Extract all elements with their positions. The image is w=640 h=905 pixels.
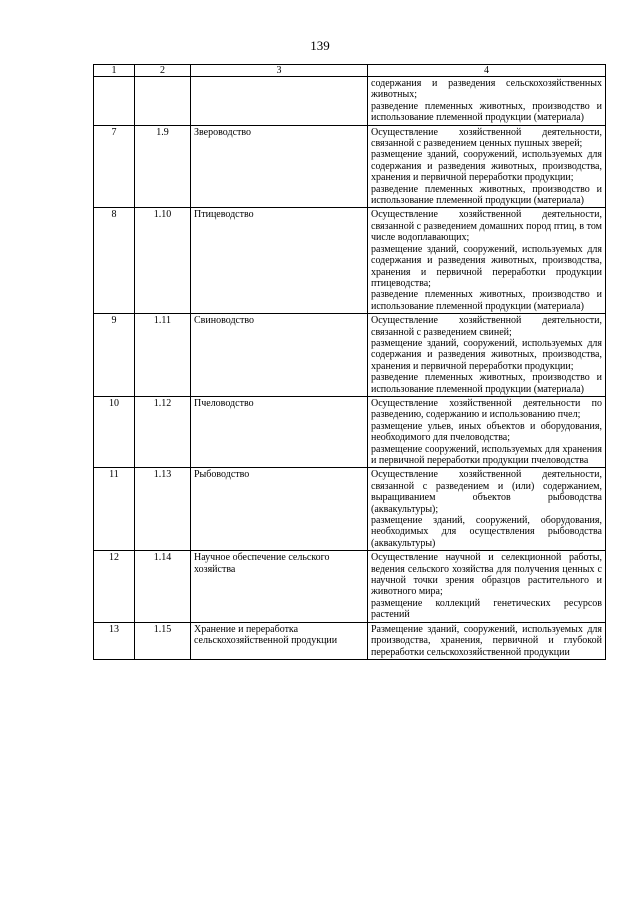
header-col-4: 4 (368, 65, 606, 77)
header-col-3: 3 (191, 65, 368, 77)
activity-code: 1.13 (135, 468, 191, 551)
activity-description (368, 622, 606, 659)
row-number: 13 (94, 622, 135, 659)
table-row (94, 622, 606, 659)
header-col-2: 2 (135, 65, 191, 77)
description-paragraph: размещение сооружений, используемых для хранения и первичной переработки продукции пчеловодства (371, 443, 602, 466)
description-paragraph: Осуществление хозяйственной деятельности, связанной с разведением и (или) содержанием, выращиванием объектов рыбоводства (аквакультуры); (371, 469, 602, 515)
activity-description (368, 77, 606, 126)
description-paragraph: размещение коллекций генетических ресурсов растений (371, 597, 602, 621)
row-number: 11 (94, 468, 135, 551)
activity-description (368, 125, 606, 208)
activity-description (368, 468, 606, 551)
table-header-row (94, 65, 606, 77)
description-paragraph: разведение племенных животных, производство и использование племенной продукции (материала) (371, 100, 602, 124)
activity-code: 1.12 (135, 396, 191, 467)
activity-code: 1.11 (135, 314, 191, 397)
description-paragraph: Осуществление хозяйственной деятельности, связанной с разведением домашних пород птиц, в том числе водоплавающих; (371, 209, 602, 244)
description-paragraph: разведение племенных животных, производство и использование племенной продукции (материала) (371, 289, 602, 312)
description-paragraph: размещение зданий, сооружений, используемых для содержания и разведения животных, производства, хранения и первичной переработки продукции; (371, 337, 602, 372)
description-paragraph: разведение племенных животных, производство и использование племенной продукции (материала) (371, 372, 602, 395)
activity-description (368, 208, 606, 314)
row-number: 12 (94, 551, 135, 622)
description-paragraph: размещение зданий, сооружений, используемых для содержания и разведения животных, производства, хранения и первичной переработки продукции птицеводства; (371, 243, 602, 289)
description-paragraph: Осуществление хозяйственной деятельности, связанной с разведением свиней; (371, 315, 602, 338)
table-row (94, 468, 606, 551)
activity-description (368, 314, 606, 397)
description-paragraph: содержания и разведения сельскохозяйственных животных; (371, 78, 602, 101)
description-paragraph: размещение зданий, сооружений, используемых для содержания и разведения животных, производства, хранения и первичной переработки продукции; (371, 149, 602, 184)
activity-code: 1.15 (135, 622, 191, 659)
row-number: 10 (94, 396, 135, 467)
activity-name: Звероводство (191, 125, 368, 208)
row-number (94, 77, 135, 126)
row-number: 7 (94, 125, 135, 208)
activity-name (191, 77, 368, 126)
activity-description (368, 396, 606, 467)
description-paragraph: размещение зданий, сооружений, оборудования, необходимых для осуществления рыбоводства (аквакультуры) (371, 515, 602, 549)
activity-code: 1.10 (135, 208, 191, 314)
activity-name: Свиноводство (191, 314, 368, 397)
activity-code: 1.14 (135, 551, 191, 622)
activity-code (135, 77, 191, 126)
row-number: 9 (94, 314, 135, 397)
row-number: 8 (94, 208, 135, 314)
description-paragraph: разведение племенных животных, производство и использование племенной продукции (материала) (371, 183, 602, 207)
activity-description (368, 551, 606, 622)
table-row (94, 396, 606, 467)
description-paragraph: Осуществление хозяйственной деятельности, связанной с разведением ценных пушных зверей; (371, 126, 602, 150)
table-row (94, 551, 606, 622)
page-number: 139 (310, 38, 330, 53)
table-row (94, 208, 606, 314)
description-paragraph: размещение ульев, иных объектов и оборудования, необходимого для пчеловодства; (371, 420, 602, 444)
activity-name: Хранение и переработка сельскохозяйственной продукции (191, 622, 368, 659)
activity-name: Научное обеспечение сельского хозяйства (191, 551, 368, 622)
land-use-table (93, 64, 606, 660)
activity-name: Птицеводство (191, 208, 368, 314)
table-row (94, 77, 606, 126)
table-row (94, 314, 606, 397)
description-paragraph: Осуществление научной и селекционной работы, ведения сельского хозяйства для получения ценных с научной точки зрения образцов растительного и животного мира; (371, 552, 602, 598)
activity-name: Рыбоводство (191, 468, 368, 551)
description-paragraph: Осуществление хозяйственной деятельности по разведению, содержанию и использованию пчел; (371, 397, 602, 421)
activity-name: Пчеловодство (191, 396, 368, 467)
table-row (94, 125, 606, 208)
activity-code: 1.9 (135, 125, 191, 208)
header-col-1: 1 (94, 65, 135, 77)
description-paragraph: Размещение зданий, сооружений, используемых для производства, хранения, первичной и глубокой переработки сельскохозяйственной продукции (371, 623, 602, 658)
